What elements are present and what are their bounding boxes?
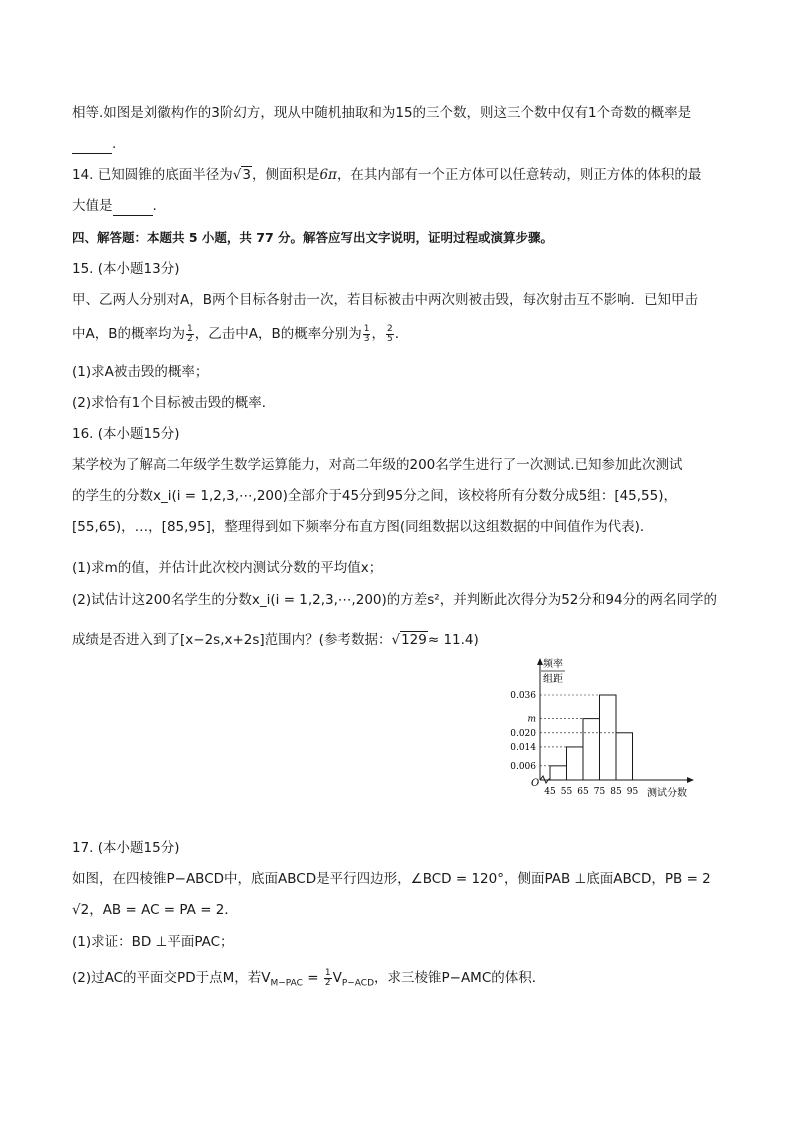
- q15-line1: 甲、乙两人分别对A，B两个目标各射击一次，若目标被击中两次则被击毁，每次射击互不影响．已知甲击: [72, 292, 698, 308]
- q13-line1: 相等.如图是刘徽构作的3阶幻方，现从中随机抽取和为15的三个数，则这三个数中仅有1个奇数的概率是: [72, 105, 692, 121]
- x-tick-label: 45: [544, 787, 556, 797]
- x-tick-label: 65: [577, 787, 589, 797]
- sqrt3-value: 3: [242, 167, 251, 183]
- answer-blank: [72, 139, 112, 154]
- origin-label: O: [531, 778, 540, 789]
- histogram-bar: [567, 747, 584, 780]
- y-tick-label: 0.036: [510, 691, 536, 701]
- x-tick-label: 75: [593, 787, 606, 797]
- y-tick-label: m: [527, 714, 536, 725]
- y-axis-label-top: 频率: [543, 659, 563, 670]
- q15-text-c: ，: [371, 326, 385, 342]
- x-tick-label: 95: [626, 787, 639, 797]
- q15-text-a: 中A，B的概率均为: [72, 326, 185, 342]
- fraction-two-fifths: $\frac{2}{5}$: [386, 323, 393, 344]
- six-pi: 6π: [319, 167, 337, 183]
- q15-part2: (2)求恰有1个目标被击毁的概率．: [72, 395, 276, 411]
- q17-line1: 如图，在四棱锥P−ABCD中，底面ABCD是平行四边形，∠BCD = 120°，侧面PAB ⊥底面ABCD，PB = 2: [72, 871, 711, 887]
- x-tick-label: 85: [610, 787, 622, 797]
- fraction-half: $\frac{1}{2}$: [187, 323, 193, 344]
- q17-part1: (1)求证：BD ⊥平面PAC；: [72, 934, 234, 950]
- sqrt129-value: 129: [401, 632, 427, 648]
- y-tick-label: 0.006: [510, 761, 536, 772]
- q16-line3: [55,65)，…，[85,95]，整理得到如下频率分布直方图(同组数据以这组数据的中间值作为代表)．: [72, 519, 654, 535]
- x-axis-arrow: [687, 777, 694, 783]
- frequency-histogram: [495, 655, 700, 805]
- sqrt-symbol: √: [232, 167, 242, 183]
- q15-line2: [72, 324, 399, 344]
- q16-line2: 的学生的分数x_i(i = 1,2,3,⋯,200)全部介于45分到95分之间，该校将所有分数分成5组：[45,55)，: [72, 488, 677, 504]
- q17-line2: √2，AB = AC = PA = 2．: [72, 902, 238, 918]
- y-tick-label: 0.014: [510, 742, 536, 753]
- q14-text-a: 14. 已知圆锥的底面半径为: [72, 167, 233, 183]
- fraction-half: $\frac{1}{2}$: [324, 967, 331, 988]
- q17-text-c: V: [332, 970, 342, 986]
- q14-line2: [72, 196, 157, 216]
- q16-text-b: ≈ 11.4): [427, 632, 479, 648]
- q16-text-a: 成绩是否进入到了[x−2s,x+2s]范围内？(参考数据：: [72, 632, 392, 648]
- q17-header: 17. (本小题15分): [72, 840, 180, 856]
- q14-text-c: ，在其内部有一个正方体可以任意转动，则正方体的体积的最: [336, 167, 702, 183]
- histogram-bar: [600, 695, 617, 780]
- q15-text-b: ，乙击中A，B的概率分别为: [194, 326, 362, 342]
- q16-line1: 某学校为了解高二年级学生数学运算能力，对高二年级的200名学生进行了一次测试.已知参加此次测试: [72, 457, 683, 473]
- section-heading: 四、解答题：本题共 5 小题，共 77 分。解答应写出文字说明，证明过程或演算步骤。: [72, 230, 554, 245]
- q14-line1: [72, 165, 701, 185]
- q13-line2: [72, 134, 116, 154]
- histogram-bar: [616, 733, 633, 780]
- q17-text-d: ，求三棱锥P−AMC的体积．: [374, 970, 546, 986]
- fraction-third: $\frac{1}{3}$: [363, 323, 370, 344]
- y-tick-label: 0.020: [510, 728, 536, 739]
- q14-text-d: 大值是: [72, 198, 113, 214]
- x-tick-label: 55: [560, 787, 573, 797]
- q16-part2-line2: [72, 630, 479, 650]
- q15-part1: (1)求A被击毁的概率；: [72, 364, 209, 380]
- x-axis-label: 测试分数: [647, 788, 687, 799]
- q15-text-d: .: [394, 326, 399, 342]
- answer-blank: [113, 201, 153, 216]
- sqrt-symbol: √: [391, 632, 401, 648]
- q17-text-b: =: [302, 970, 323, 986]
- q16-part2: (2)试估计这200名学生的分数x_i(i = 1,2,3,⋯,200)的方差s²，并判断此次得分为52分和94分的两名同学的: [72, 592, 718, 608]
- q14-period: .: [152, 198, 157, 214]
- y-axis-label-bottom: 组距: [543, 674, 563, 685]
- q16-part1: (1)求m的值，并估计此次校内测试分数的平均值x；: [72, 560, 383, 576]
- q17-sub1: M−PAC: [270, 978, 303, 989]
- q17-sub2: P−ACD: [341, 978, 374, 989]
- q14-text-b: ，侧面积是: [251, 167, 320, 183]
- q15-header: 15. (本小题13分): [72, 261, 180, 277]
- histogram-bar: [550, 766, 567, 780]
- q13-period: .: [112, 136, 117, 152]
- q17-text-a: (2)过AC的平面交PD于点M，若V: [72, 970, 271, 986]
- histogram-bar: [583, 719, 600, 780]
- q17-part2: [72, 968, 545, 994]
- q16-header: 16. (本小题15分): [72, 426, 180, 442]
